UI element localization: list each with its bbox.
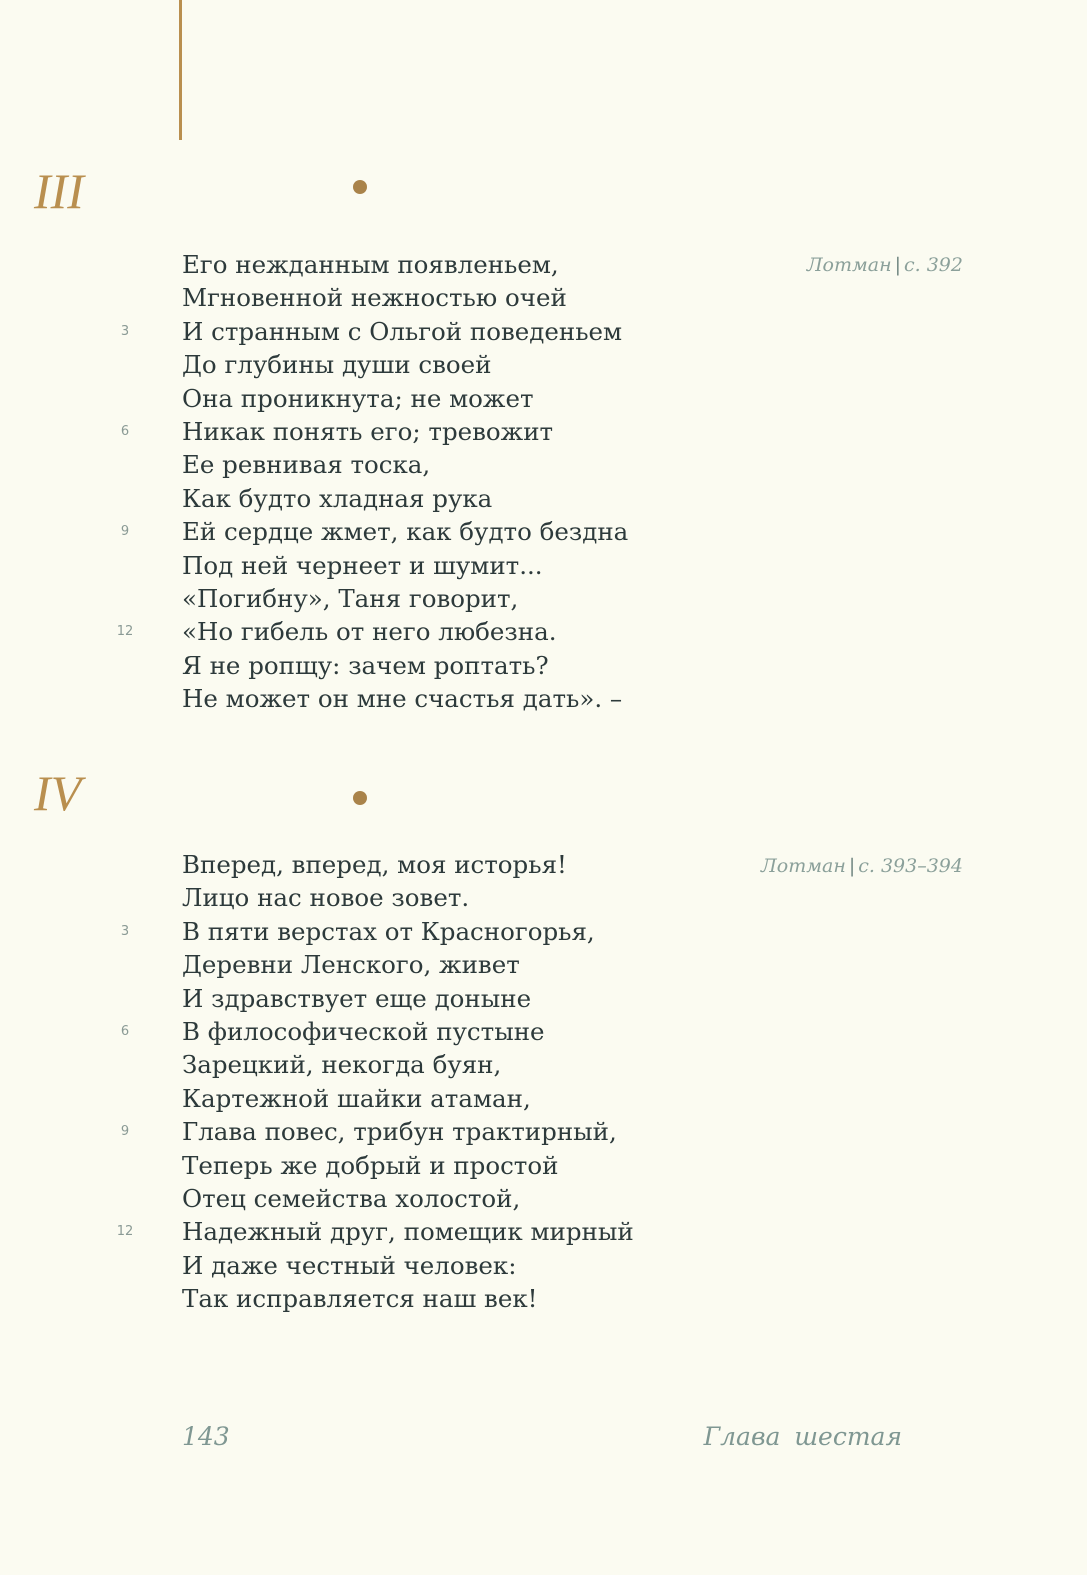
verse-line <box>182 1182 634 1215</box>
verse-line <box>182 948 634 981</box>
verse-text: Она проникнута; не может <box>182 383 534 413</box>
verse-text: Надежный друг, помещик мирный <box>182 1217 634 1247</box>
verse-text: Я не ропщу: зачем роптать? <box>182 650 549 680</box>
reference-separator: | <box>848 855 856 877</box>
verse-line <box>182 348 628 381</box>
reference-author: Лотман <box>806 254 892 276</box>
verse-line <box>120 515 629 548</box>
stanza-lines <box>116 248 629 715</box>
verse-line <box>182 248 628 281</box>
verse-text: Отец семейства холостой, <box>182 1183 521 1213</box>
stanza-lines <box>116 848 634 1315</box>
verse-line <box>182 1282 634 1315</box>
commentary-reference <box>761 855 963 877</box>
chapter-title: Глава шестая <box>703 1422 902 1451</box>
verse-text: Мгновенной нежностью очей <box>182 283 567 313</box>
reference-separator: | <box>894 254 901 276</box>
verse-line <box>182 582 628 615</box>
verse-text: Ей сердце жмет, как будто бездна <box>182 517 629 547</box>
verse-text: Глава повес, трибун трактирный, <box>182 1117 617 1147</box>
verse-line <box>182 982 634 1015</box>
verse-text: Зарецкий, некогда буян, <box>182 1050 502 1080</box>
verse-text: Ее ревнивая тоска, <box>182 450 431 480</box>
verse-line <box>182 881 634 914</box>
stanza-numeral: III <box>34 163 84 219</box>
verse-line <box>120 1115 634 1148</box>
verse-text: «Но гибель от него любезна. <box>182 617 557 647</box>
line-number: 12 <box>116 624 134 640</box>
verse-line <box>182 1249 634 1282</box>
commentary-reference <box>807 254 963 276</box>
line-number: 9 <box>120 524 130 540</box>
verse-text: И здравствует еще доныне <box>182 983 532 1013</box>
line-number: 9 <box>120 1124 130 1140</box>
verse-line <box>182 682 628 715</box>
stanza-ornament-dot <box>353 791 367 805</box>
verse-line <box>182 448 628 481</box>
verse-text: Так исправляется наш век! <box>182 1284 538 1314</box>
verse-line <box>182 549 628 582</box>
verse-line <box>182 482 628 515</box>
line-number: 6 <box>120 1023 130 1039</box>
page-number: 143 <box>182 1422 230 1451</box>
verse-text: До глубины души своей <box>182 350 492 380</box>
verse-text: И странным с Ольгой поведеньем <box>182 316 623 346</box>
verse-text: Деревни Ленского, живет <box>182 950 520 980</box>
line-number: 3 <box>120 923 130 939</box>
verse-text: Не может он мне счастья дать». – <box>182 684 623 714</box>
verse-line <box>182 1149 634 1182</box>
verse-line <box>116 1215 634 1248</box>
verse-line <box>120 315 628 348</box>
verse-text: Как будто хладная рука <box>182 483 493 513</box>
verse-line <box>182 848 634 881</box>
verse-text: В философической пустыне <box>182 1016 545 1046</box>
stanza-numeral: IV <box>34 765 82 821</box>
reference-author: Лотман <box>760 855 846 877</box>
verse-line <box>120 415 628 448</box>
line-number: 3 <box>120 323 130 339</box>
verse-text: Теперь же добрый и простой <box>182 1150 559 1180</box>
verse-line <box>116 615 628 648</box>
verse-text: Под ней чернеет и шумит... <box>182 550 543 580</box>
verse-text: «Погибну», Таня говорит, <box>182 583 519 613</box>
verse-line <box>120 1015 634 1048</box>
verse-text: В пяти верстах от Красногорья, <box>182 916 595 946</box>
verse-text: Лицо нас новое зовет. <box>182 883 470 913</box>
top-vertical-rule <box>179 0 182 140</box>
stanza-ornament-dot <box>353 180 367 194</box>
line-number: 12 <box>116 1224 134 1240</box>
reference-pages: с. 393–394 <box>858 855 963 877</box>
verse-line <box>182 382 628 415</box>
verse-text: Его нежданным появленьем, <box>182 250 559 279</box>
verse-line <box>182 1082 634 1115</box>
verse-line <box>182 649 628 682</box>
reference-pages: с. 392 <box>904 254 963 276</box>
verse-text: Вперед, вперед, моя исторья! <box>182 850 567 879</box>
verse-text: И даже честный человек: <box>182 1250 517 1280</box>
verse-line <box>182 281 628 314</box>
line-number: 6 <box>120 423 130 439</box>
verse-text: Картежной шайки атаман, <box>182 1083 531 1113</box>
verse-line <box>120 915 634 948</box>
verse-text: Никак понять его; тревожит <box>182 416 554 446</box>
verse-line <box>182 1048 634 1081</box>
